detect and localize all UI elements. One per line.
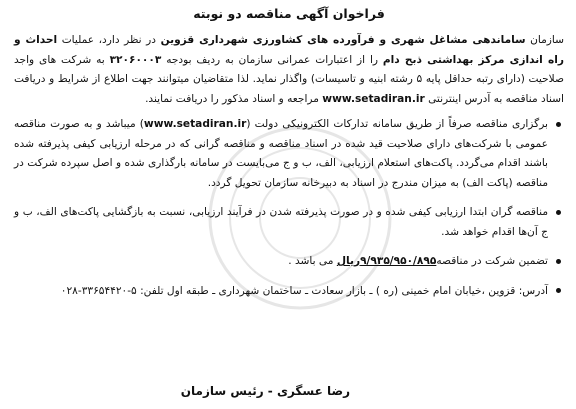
intro-part5: را از اعتبارات عمرانی سازمان به ردیف بودجه — [161, 53, 383, 66]
bullet-icon — [556, 259, 561, 264]
notice-title: فراخوان آگهی مناقصه دو نوبته — [193, 6, 385, 21]
guarantee-amount: ۹/۹۳۵/۹۵۰/۸۹۵ریال — [336, 255, 437, 267]
organization-name: ساماندهی مشاغل شهری و فرآورده های کشاورزی شهرداری قزوین — [160, 34, 526, 46]
intro-part3: در نظر دارد، عملیات — [57, 34, 161, 46]
list-item — [14, 115, 564, 193]
item2-text: مناقصه گران ابتدا ارزیابی کیفی شده و در صورت پذیرفته شدن در فرآیند ارزیابی، نسبت به بازگشایی پاکت‌های الف، ب و ج آن‌ها اقدام خواهد شد. — [14, 206, 548, 238]
notice-intro — [14, 31, 564, 109]
address-text: قزوین ،خیابان امام خمینی (ره ) ـ بازار سعادت ـ ساختمان شهرداری ـ طبقه اول تلفن: ۵-۳۳۶۵۴۴۲۰-۰۲۸ — [60, 284, 516, 297]
list-item — [14, 252, 564, 272]
address — [14, 282, 564, 300]
intro-part7: مراجعه و اسناد مذکور را دریافت نمایند. — [145, 92, 323, 105]
website-link[interactable]: www.setadiran.ir — [143, 118, 247, 130]
bullet-icon — [556, 210, 561, 215]
bullet-icon — [556, 122, 561, 127]
address-label: آدرس: — [515, 284, 548, 297]
bullet-icon — [556, 288, 561, 293]
item1-text-a: برگزاری مناقصه صرفاً از طریق سامانه تدارکات الکترونیکی دولت ( — [246, 118, 548, 130]
intro-part1: سازمان — [525, 34, 564, 46]
guarantee-text-a: تضمین شرکت در مناقصه — [436, 255, 548, 267]
budget-code: ۳۲۰۶۰۰۰۳ — [109, 53, 162, 66]
item1-text-b: ) میباشد و به صورت مناقصه عمومی با شرکت‌های دارای صلاحیت قید شده در اسناد مناقصه و مناقصه گرانی که در مرحله ارزیابی کیفی پذیرفته شده باشند اقدام می‌گردد. پاکت‌های استعلام ارزیابی، الف، ب و ج می‌بایست در سامانه بارگذاری شده و اصل سپرده شرکت در مناقصه (پاکت الف) به میزان مندرج در اسناد به دبیرخانه سازمان تحویل گردد. — [14, 118, 548, 189]
project-name: احداث و راه اندازی مرکز بهداشتی ذبح دام — [14, 34, 564, 66]
website-link[interactable]: www.setadiran.ir — [322, 92, 425, 105]
list-item — [14, 203, 564, 242]
guarantee-text-b: می باشد . — [288, 255, 337, 267]
intro-part6: به شرکت های واجد صلاحیت (دارای رتبه حداقل پایه ۵ رشته ابنیه و تاسیسات) واگذار نماید. لذا متقاضیان میتوانند جهت اطلاع از شرایط و دریافت اسناد مناقصه به آدرس اینترنتی — [14, 53, 564, 105]
conditions-list — [14, 115, 564, 272]
signature: رضا عسگری - رئیس سازمان — [180, 384, 350, 398]
